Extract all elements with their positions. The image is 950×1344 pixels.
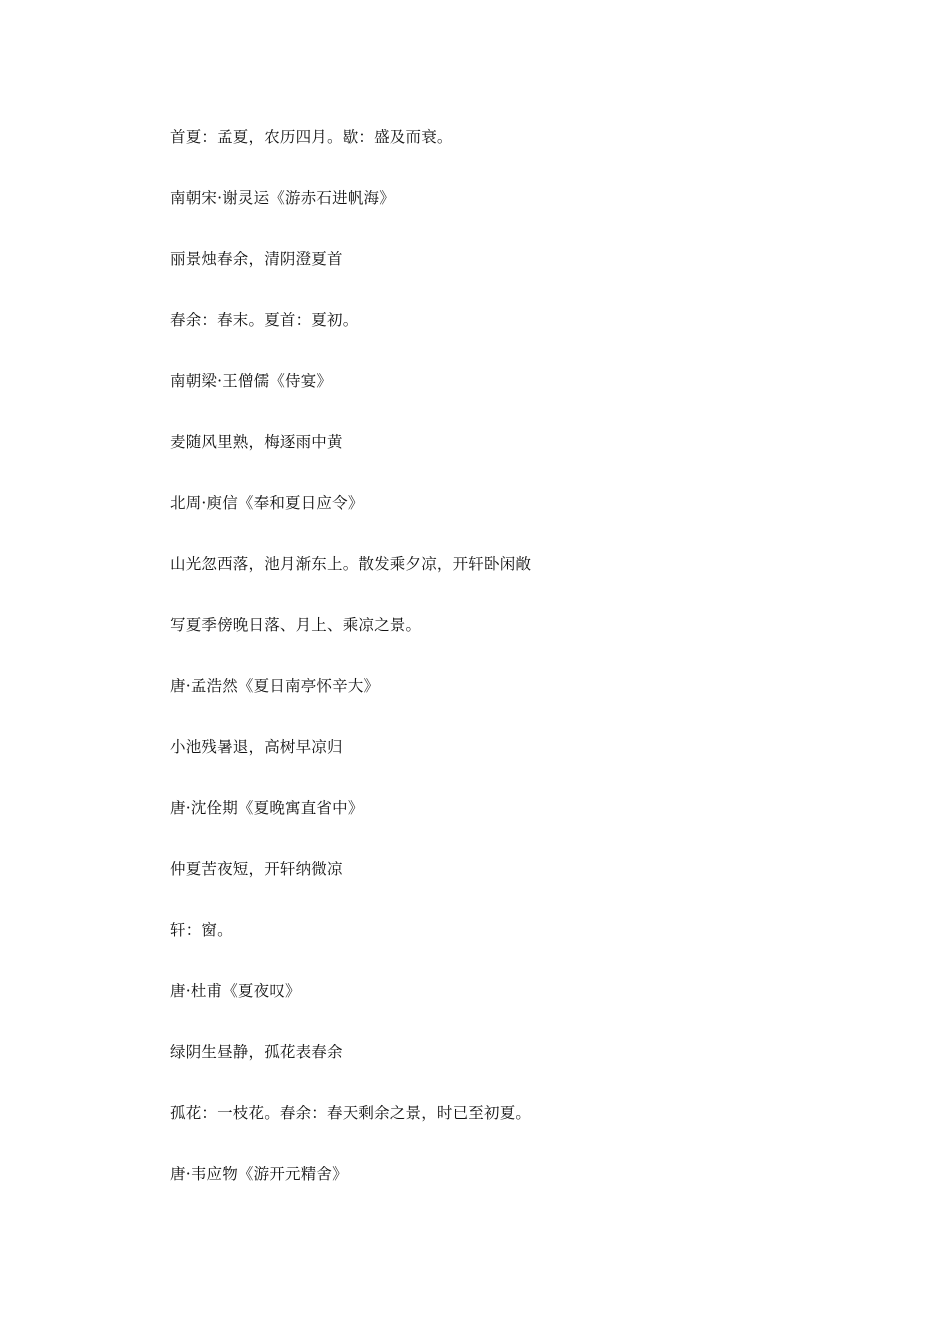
text-line: 北周·庾信《奉和夏日应令》 bbox=[170, 494, 364, 512]
text-line: 唐·孟浩然《夏日南亭怀辛大》 bbox=[170, 677, 380, 695]
text-line: 丽景烛春余，清阴澄夏首 bbox=[170, 250, 343, 268]
text-line: 唐·韦应物《游开元精舍》 bbox=[170, 1165, 348, 1183]
text-line: 唐·杜甫《夏夜叹》 bbox=[170, 982, 301, 1000]
text-line: 轩：窗。 bbox=[170, 921, 233, 939]
text-line: 南朝宋·谢灵运《游赤石进帆海》 bbox=[170, 189, 395, 207]
text-line: 山光忽西落，池月渐东上。散发乘夕凉，开轩卧闲敞 bbox=[170, 555, 532, 573]
text-line: 春余：春末。夏首：夏初。 bbox=[170, 311, 359, 329]
text-line: 仲夏苦夜短，开轩纳微凉 bbox=[170, 860, 343, 878]
text-line: 唐·沈佺期《夏晚寓直省中》 bbox=[170, 799, 364, 817]
text-line: 首夏：孟夏，农历四月。歇：盛及而衰。 bbox=[170, 128, 453, 146]
text-line: 麦随风里熟，梅逐雨中黄 bbox=[170, 433, 343, 451]
text-line: 孤花：一枝花。春余：春天剩余之景，时已至初夏。 bbox=[170, 1104, 532, 1122]
text-lines bbox=[170, 126, 531, 1224]
text-line: 写夏季傍晚日落、月上、乘凉之景。 bbox=[170, 616, 422, 634]
text-line: 南朝梁·王僧儒《侍宴》 bbox=[170, 372, 333, 390]
text-line: 小池残暑退，高树早凉归 bbox=[170, 738, 343, 756]
text-line: 绿阴生昼静，孤花表春余 bbox=[170, 1043, 343, 1061]
